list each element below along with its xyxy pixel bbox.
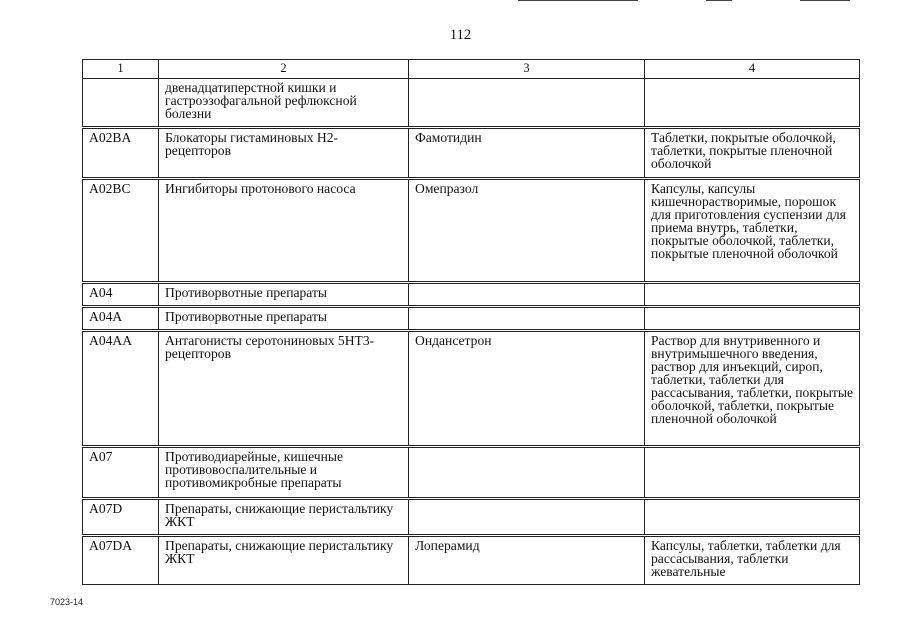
drug-name-cell: Фамотидин [409, 128, 645, 179]
drug-name-cell [409, 307, 645, 331]
dosage-form-cell [645, 307, 860, 331]
dosage-form-cell: Капсулы, таблетки, таблетки для рассасывания, таблетки жевательные [645, 536, 860, 585]
group-name-cell: Противорвотные препараты [159, 307, 409, 331]
dosage-form-cell [645, 79, 860, 128]
drug-name-cell [409, 499, 645, 536]
atc-code-cell: A02BA [83, 128, 159, 179]
table-row [83, 283, 860, 307]
group-name-cell: Препараты, снижающие перистальтику ЖКТ [159, 536, 409, 585]
dosage-form-cell [645, 499, 860, 536]
table-row [83, 179, 860, 283]
atc-code-cell: A04AA [83, 331, 159, 447]
table-row [83, 499, 860, 536]
drug-name-cell [409, 447, 645, 499]
column-number-row [83, 60, 860, 79]
column-number-1: 1 [83, 60, 159, 79]
drug-name-cell: Ондансетрон [409, 331, 645, 447]
scan-edge-line-3 [800, 0, 850, 1]
column-number-3: 3 [409, 60, 645, 79]
drug-name-cell [409, 283, 645, 307]
atc-code-cell: A04A [83, 307, 159, 331]
drug-name-cell [409, 79, 645, 128]
group-name-cell: Препараты, снижающие перистальтику ЖКТ [159, 499, 409, 536]
table-row [83, 331, 860, 447]
group-name-cell: Ингибиторы протонового насоса [159, 179, 409, 283]
dosage-form-cell: Таблетки, покрытые оболочкой, таблетки, покрытые пленочной оболочкой [645, 128, 860, 179]
dosage-form-cell: Раствор для внутривенного и внутримышечного введения, раствор для инъекций, сироп, таблетки, таблетки для рассасывания, таблетки, покрытые оболочкой, таблетки, покрытые пленочной оболочкой [645, 331, 860, 447]
table-row [83, 447, 860, 499]
group-name-cell: двенадцатиперстной кишки и гастроэзофагальной рефлюксной болезни [159, 79, 409, 128]
page-number: 112 [449, 27, 472, 43]
table-row [83, 128, 860, 179]
scan-edge-line-1 [518, 0, 638, 1]
atc-code-cell [83, 79, 159, 128]
table-row [83, 307, 860, 331]
dosage-form-cell: Капсулы, капсулы кишечнорастворимые, порошок для приготовления суспензии для приема внутрь, таблетки, покрытые оболочкой, таблетки, покрытые пленочной оболочкой [645, 179, 860, 283]
atc-code-cell: A07 [83, 447, 159, 499]
medication-table [82, 59, 860, 585]
drug-name-cell: Лоперамид [409, 536, 645, 585]
dosage-form-cell [645, 447, 860, 499]
group-name-cell: Противодиарейные, кишечные противовоспалительные и противомикробные препараты [159, 447, 409, 499]
group-name-cell: Блокаторы гистаминовых Н2-рецепторов [159, 128, 409, 179]
atc-code-cell: A07DA [83, 536, 159, 585]
column-number-4: 4 [645, 60, 860, 79]
dosage-form-cell [645, 283, 860, 307]
atc-code-cell: A04 [83, 283, 159, 307]
scan-edge-line-2 [706, 0, 732, 1]
table-row [83, 79, 860, 128]
drug-name-cell: Омепразол [409, 179, 645, 283]
group-name-cell: Антагонисты серотониновых 5НТ3-рецепторов [159, 331, 409, 447]
table-row [83, 536, 860, 585]
atc-code-cell: A07D [83, 499, 159, 536]
atc-code-cell: A02BC [83, 179, 159, 283]
group-name-cell: Противорвотные препараты [159, 283, 409, 307]
document-code: 7023-14 [50, 597, 84, 607]
column-number-2: 2 [159, 60, 409, 79]
